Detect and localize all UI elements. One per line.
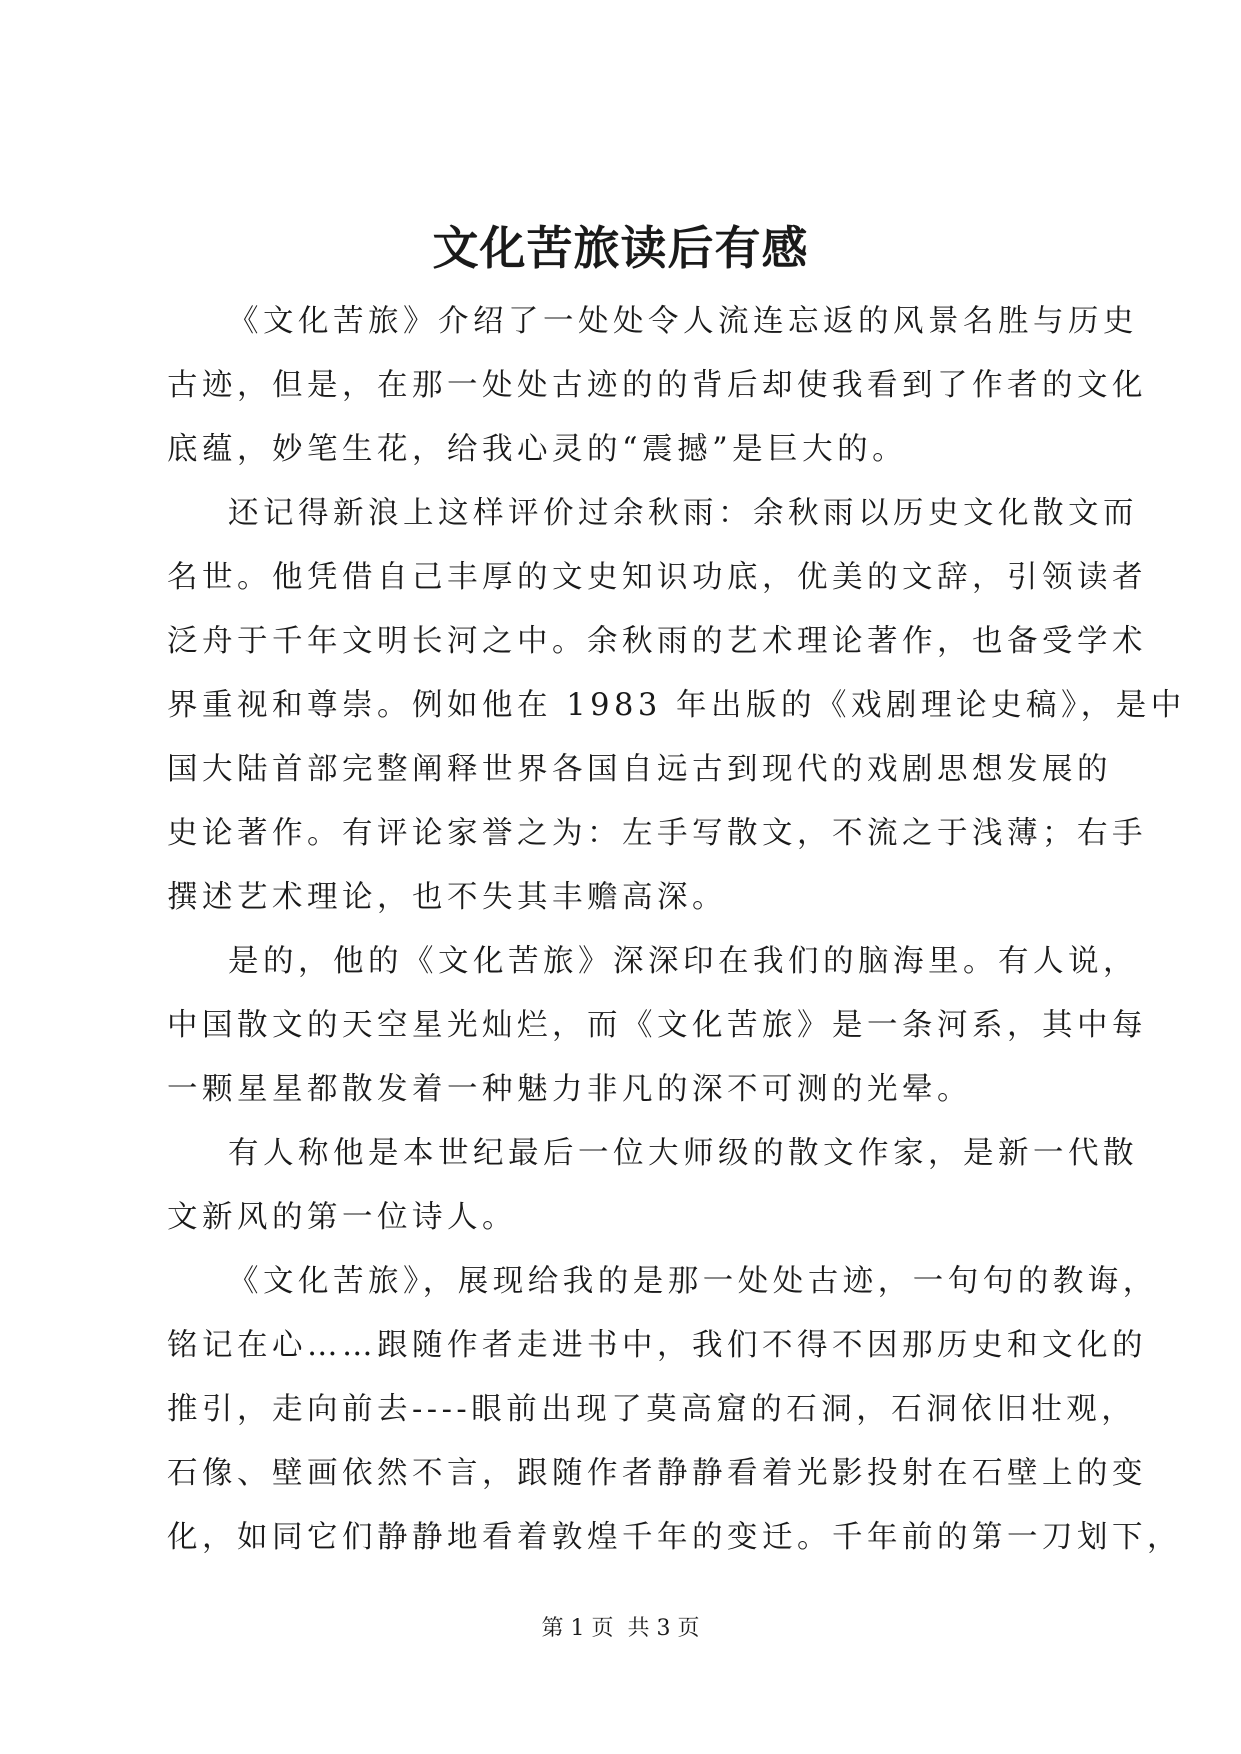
text-line: 国大陆首部完整阐释世界各国自远古到现代的戏剧思想发展的	[167, 752, 1112, 787]
text-line: 底蕴，妙笔生花，给我心灵的“震撼”是巨大的。	[167, 432, 908, 467]
text-line: 泛舟于千年文明长河之中。余秋雨的艺术理论著作，也备受学术	[167, 624, 1147, 659]
page-number-label: 第 1 页 共 3 页	[541, 1616, 700, 1641]
paragraph	[167, 1122, 1138, 1250]
text-line: 一颗星星都散发着一种魅力非凡的深不可测的光晕。	[167, 1072, 972, 1107]
text-line: 石像、壁画依然不言，跟随作者静静看着光影投射在石壁上的变	[167, 1456, 1147, 1491]
text-line: 化，如同它们静静地看着敦煌千年的变迁。千年前的第一刀划下，	[167, 1520, 1182, 1555]
text-line: 《文化苦旅》，展现给我的是那一处处古迹，一句句的教诲，	[228, 1264, 1158, 1299]
text-line: 《文化苦旅》介绍了一处处令人流连忘返的风景名胜与历史	[228, 304, 1138, 339]
text-line: 还记得新浪上这样评价过余秋雨：余秋雨以历史文化散文而	[228, 496, 1138, 531]
paragraph	[167, 1250, 1182, 1570]
paragraph	[167, 290, 1147, 482]
text-line: 中国散文的天空星光灿烂，而《文化苦旅》是一条河系，其中每	[167, 1008, 1147, 1043]
text-line: 文新风的第一位诗人。	[167, 1200, 517, 1235]
text-line: 有人称他是本世纪最后一位大师级的散文作家，是新一代散	[228, 1136, 1138, 1171]
text-line: 史论著作。有评论家誉之为：左手写散文，不流之于浅薄；右手	[167, 816, 1147, 851]
paragraph	[167, 482, 1186, 930]
text-line: 古迹，但是，在那一处处古迹的的背后却使我看到了作者的文化	[167, 368, 1147, 403]
document-body	[167, 290, 1186, 1570]
text-line: 名世。他凭借自己丰厚的文史知识功底，优美的文辞，引领读者	[167, 560, 1147, 595]
text-line: 推引，走向前去----眼前出现了莫高窟的石洞，石洞依旧壮观，	[167, 1392, 1137, 1427]
text-line: 铭记在心……跟随作者走进书中，我们不得不因那历史和文化的	[167, 1328, 1147, 1363]
page-footer	[0, 1614, 1241, 1644]
document-title: 文化苦旅读后有感	[432, 221, 809, 275]
text-line: 撰述艺术理论，也不失其丰赡高深。	[167, 880, 727, 915]
text-line: 是的，他的《文化苦旅》深深印在我们的脑海里。有人说，	[228, 944, 1138, 979]
text-line: 界重视和尊崇。例如他在 1983 年出版的《戏剧理论史稿》，是中	[167, 688, 1186, 723]
paragraph	[167, 930, 1147, 1122]
